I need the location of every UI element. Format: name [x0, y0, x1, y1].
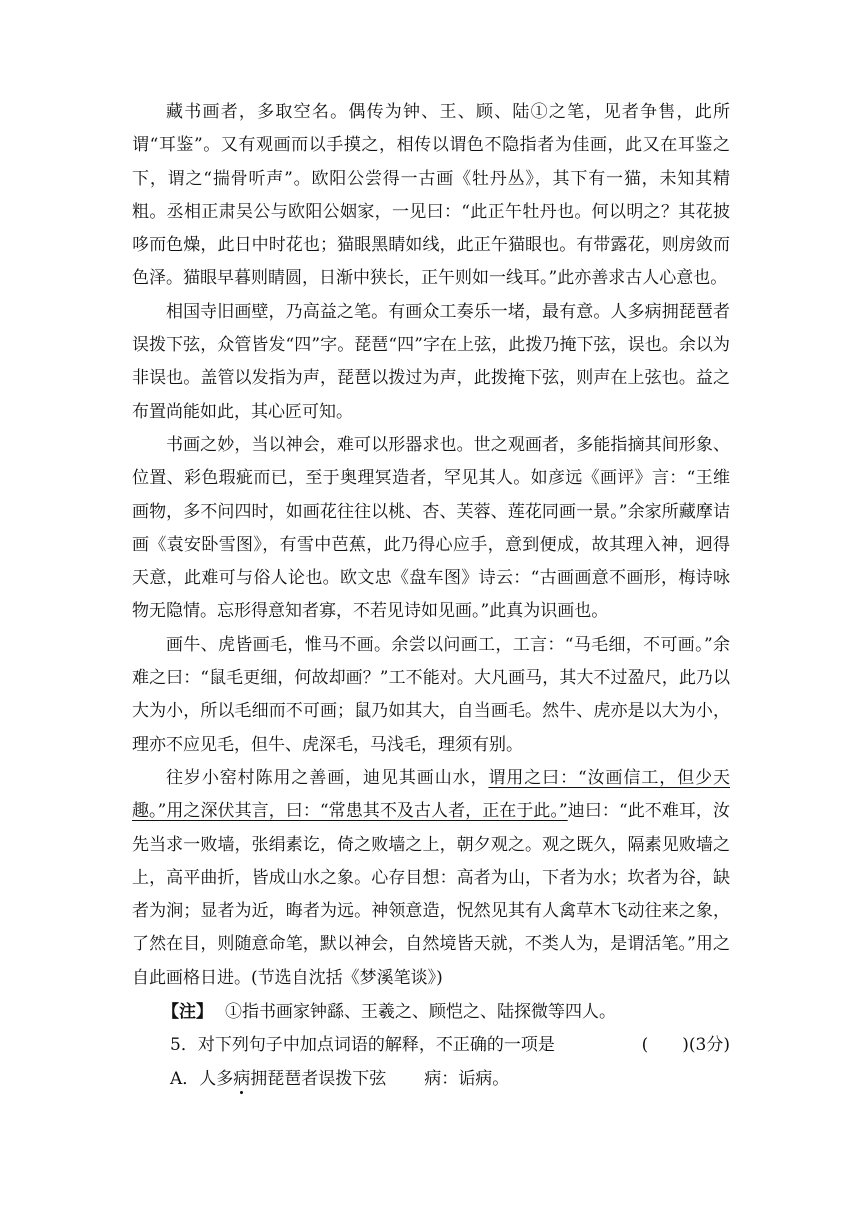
option-a-after: 拥琵琶者误拨下弦: [250, 1068, 387, 1089]
question-5-text: 5．对下列句子中加点词语的解释，不正确的一项是: [170, 1035, 555, 1056]
paragraph-5-end: 迪曰：“此不难耳，汝先当求一败墙，张绢素讫，倚之败墙之上，朝夕观之。观之既久，隔素见败墙之上，高平曲折，皆成山水之象。心存目想：高者为山，下者为水；坎者为谷，缺者为涧；显者为近，晦者为远。神领意造，怳然见其有人禽草木飞动往来之象，了然在目，则随意命笔，默以神会，自然境皆天就，不类人为，是谓活笔。”用之自此画格日进。(节选自沈括《梦溪笔谈》): [132, 801, 730, 988]
paragraph-5: [132, 762, 730, 995]
paragraph-5-start: 往岁小窑村陈用之善画，迪见其画山水，: [166, 767, 489, 788]
dotted-word: 病: [233, 1068, 251, 1089]
paragraph-2: 相国寺旧画壁，乃高益之笔。有画众工奏乐一堵，最有意。人多病拥琵琶者误拨下弦，众管皆发“四”字。琵琶“四”字在上弦，此拨乃掩下弦，误也。余以为非误也。盖管以发指为声，琵琶以拨过为声，此拨掩下弦，则声在上弦也。益之布置尚能如此，其心匠可知。: [132, 301, 730, 422]
option-a: [132, 1063, 730, 1096]
option-a-before: A．人多: [170, 1068, 234, 1089]
footnote-text: ①指书画家钟繇、王羲之、顾恺之、陆探微等四人。: [225, 1002, 616, 1023]
paragraph-3: 书画之妙，当以神会，难可以形器求也。世之观画者，多能指摘其间形象、位置、彩色瑕疵而已，至于奥理冥造者，罕见其人。如彦远《画评》言：“王维画物，多不问四时，如画花往往以桃、杏、芙蓉、莲花同画一景。”余家所藏摩诘画《袁安卧雪图》，有雪中芭蕉，此乃得心应手，意到便成，故其理入神，迥得天意，此难可与俗人论也。欧文忠《盘车图》诗云：“古画画意不画形，梅诗咏物无隐情。忘形得意知者寡，不若见诗如见画。”此真为识画也。: [132, 434, 730, 622]
underlined-sentence: 谓用之曰：“汝画信工，但少天趣。”用之深伏其言，曰：“常患其不及古人者，正在于此。”: [132, 767, 730, 822]
question-5-score: ( )(3分): [641, 1035, 730, 1056]
footnote: [132, 996, 730, 1029]
question-5: [132, 1029, 730, 1062]
passage: [132, 96, 730, 1096]
option-a-gloss: 病：诟病。: [424, 1068, 510, 1089]
footnote-label: 【注】: [162, 1002, 213, 1023]
paragraph-1: 藏书画者，多取空名。偶传为钟、王、顾、陆①之笔，见者争售，此所谓“耳鉴”。又有观画而以手摸之，相传以谓色不隐指者为佳画，此又在耳鉴之下，谓之“揣骨听声”。欧阳公尝得一古画《牡丹丛》，其下有一猫，未知其精粗。丞相正肃吴公与欧阳公姻家，一见曰：“此正午牡丹也。何以明之？其花披哆而色燥，此日中时花也；猫眼黑睛如线，此正午猫眼也。有带露花，则房敛而色泽。猫眼早暮则睛圆，日渐中狭长，正午则如一线耳。”此亦善求古人心意也。: [132, 102, 730, 289]
paragraph-4: 画牛、虎皆画毛，惟马不画。余尝以问画工，工言：“马毛细，不可画。”余难之曰：“鼠毛更细，何故却画？”工不能对。大凡画马，其大不过盈尺，此乃以大为小，所以毛细而不可画；鼠乃如其大，自当画毛。然牛、虎亦是以大为小，理亦不应见毛，但牛、虎深毛，马浅毛，理须有别。: [132, 634, 730, 755]
